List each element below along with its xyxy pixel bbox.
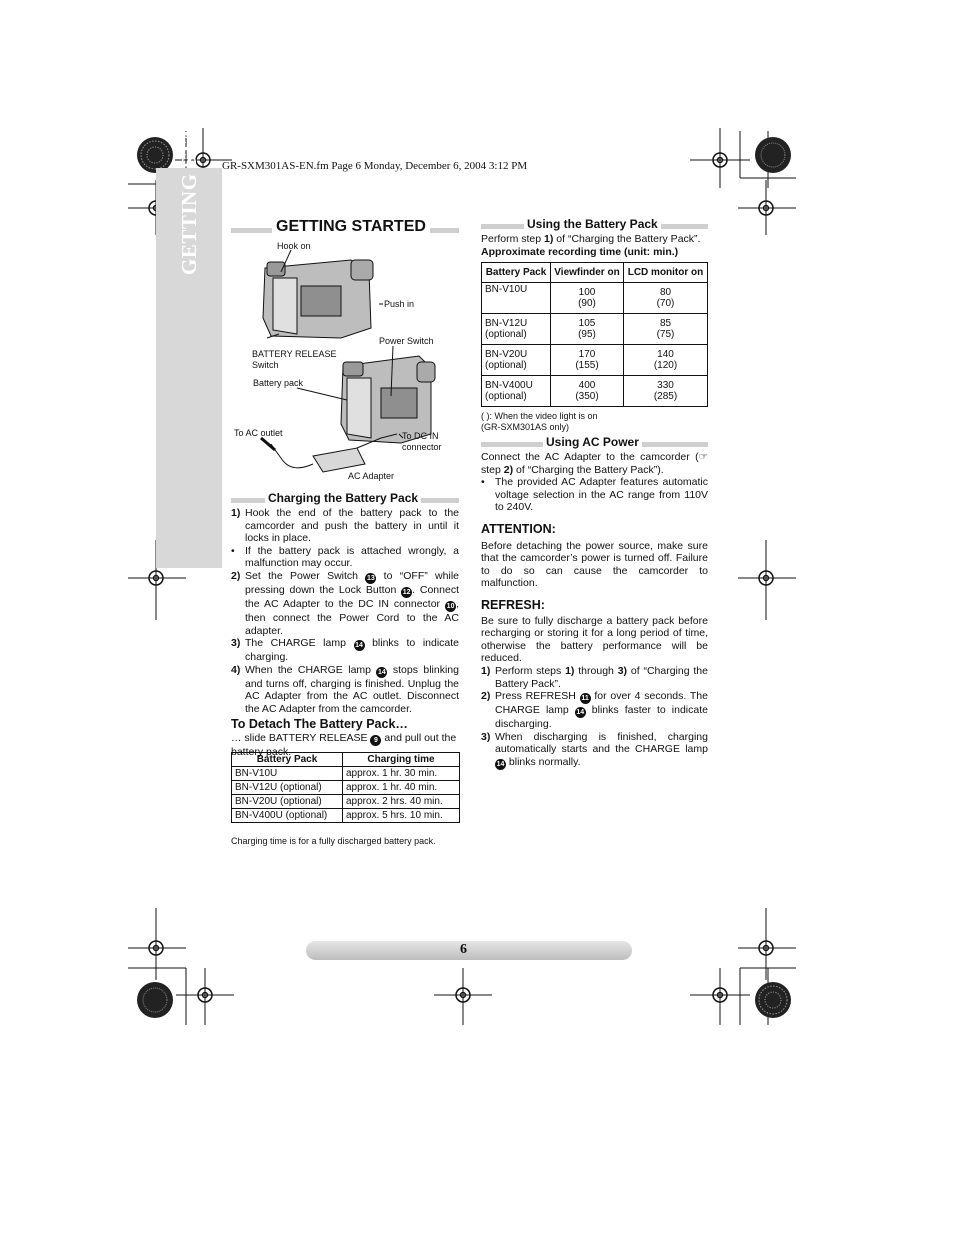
recording-time-table xyxy=(481,262,708,407)
recording-time-caption: Approximate recording time (unit: min.) xyxy=(481,245,679,258)
dc-in-callout: 10 xyxy=(446,602,455,610)
refresh-step-1: 1) Perform steps 1) through 3) of “Charging the Battery Pack”. xyxy=(481,664,708,690)
label-hook-on: Hook on xyxy=(277,241,311,251)
label-to-ac-outlet: To AC outlet xyxy=(234,428,283,438)
charging-heading: Charging the Battery Pack xyxy=(265,492,421,505)
table-row: BN-V10U approx. 1 hr. 30 min. xyxy=(232,767,460,781)
battery-release-callout: 9 xyxy=(370,735,381,746)
table-row: BN-V10U 100 (90) 80 (70) xyxy=(482,283,708,314)
refresh-step-2: 2) Press REFRESH 11 for over 4 seconds. The CHARGE lamp 14 blinks faster to indicate discharging. xyxy=(481,690,708,731)
label-push-in: Push in xyxy=(384,299,415,309)
refresh-callout: 11 xyxy=(581,695,589,703)
label-battery-release-switch: Switch xyxy=(252,360,279,370)
charging-bullet: • If the battery pack is attached wrongly, a malfunction may occur. xyxy=(231,544,459,570)
label-to-dc-in-connector: connector xyxy=(402,442,442,452)
table-row: BN-V12U (optional) approx. 1 hr. 40 min. xyxy=(232,781,460,795)
using-battery-heading: Using the Battery Pack xyxy=(524,218,661,231)
charge-lamp-callout: 14 xyxy=(496,760,505,768)
detach-text: … slide BATTERY RELEASE 9 and pull out the battery pack. xyxy=(231,732,457,759)
table-row: BN-V20U (optional) approx. 2 hrs. 40 min. xyxy=(232,795,460,809)
reference-icon: ☞ xyxy=(698,451,708,463)
table-row: BN-V400U (optional) 400 (350) 330 (285) xyxy=(482,376,708,407)
table-header: Battery Pack xyxy=(482,263,551,283)
model-note: (GR-SXM301AS only) xyxy=(481,422,570,432)
label-battery-pack: Battery pack xyxy=(253,378,304,388)
table-row: BN-V12U (optional) 105 (95) 85 (75) xyxy=(482,314,708,345)
ac-power-text: Connect the AC Adapter to the camcorder (☞ step 2) of “Charging the Battery Pack”). xyxy=(481,451,708,476)
charging-step-2: 2) Set the Power Switch 13 to “OFF” while pressing down the Lock Button 12 . Connect the AC Adapter to the DC IN connector 10 , then connect the Power Cord to the AC adapter. xyxy=(231,569,459,637)
page-number: 6 xyxy=(460,942,467,957)
ac-power-section xyxy=(481,436,708,770)
file-header-line: GR-SXM301AS-EN.fm Page 6 Monday, December 6, 2004 3:12 PM xyxy=(222,160,528,172)
refresh-heading: REFRESH: xyxy=(481,597,545,612)
refresh-step-3: 3) When discharging is finished, charging automatically starts and the CHARGE lamp 14 blinks normally. xyxy=(481,730,708,768)
label-power-switch: Power Switch xyxy=(379,336,434,346)
attention-text: Before detaching the power source, make sure that the camcorder’s power is turned off. Failure to do so can cause the camcorder to malfunction. xyxy=(481,539,708,590)
video-light-note: ( ): When the video light is on xyxy=(481,411,598,421)
ac-power-heading: Using AC Power xyxy=(543,436,642,449)
table-header: LCD monitor on xyxy=(624,263,708,283)
table-row: BN-V400U (optional) approx. 5 hrs. 10 min. xyxy=(232,809,460,823)
charging-time-table xyxy=(231,752,460,823)
label-ac-adapter: AC Adapter xyxy=(348,471,395,481)
charging-step-4: 4) When the CHARGE lamp 14 stops blinking and turns off, charging is finished. Unplug the AC Adapter from the AC outlet. Disconnect the AC Adapter from the camcorder. xyxy=(231,663,459,715)
using-battery-section xyxy=(481,218,708,258)
attention-heading: ATTENTION: xyxy=(481,521,556,536)
page-number-bar xyxy=(306,941,632,960)
table-header: Battery Pack xyxy=(232,753,343,767)
charging-section xyxy=(231,492,459,759)
table-header: Charging time xyxy=(343,753,460,767)
label-battery-release: BATTERY RELEASE xyxy=(252,349,337,359)
power-switch-callout: 13 xyxy=(366,574,375,582)
refresh-text: Be sure to fully discharge a battery pack before recharging or storing it for a long period of time, otherwise the battery performance will be reduced. xyxy=(481,614,708,665)
table-header: Viewfinder on xyxy=(551,263,624,283)
charge-lamp-callout: 14 xyxy=(576,709,585,717)
ac-power-bullet: • The provided AC Adapter features automatic voltage selection in the AC range from 110V to 240V. xyxy=(481,476,708,514)
lock-button-callout: 12 xyxy=(402,588,411,596)
charging-step-3: 3) The CHARGE lamp 14 blinks to indicate charging. xyxy=(231,637,460,664)
detach-heading: To Detach The Battery Pack… xyxy=(231,716,408,731)
charge-lamp-callout: 14 xyxy=(378,668,386,676)
charging-step-1: 1) Hook the end of the battery pack to the camcorder and push the battery in until it locks in place. xyxy=(231,507,459,545)
charge-lamp-callout: 14 xyxy=(355,642,363,650)
using-battery-step: Perform step 1) of “Charging the Battery Pack”. xyxy=(481,233,701,245)
table-row: BN-V20U (optional) 170 (155) 140 (120) xyxy=(482,345,708,376)
label-to-dc-in: To DC IN xyxy=(402,431,439,441)
page-title: GETTING STARTED xyxy=(272,218,430,236)
charging-table-note: Charging time is for a fully discharged battery pack. xyxy=(231,836,436,846)
